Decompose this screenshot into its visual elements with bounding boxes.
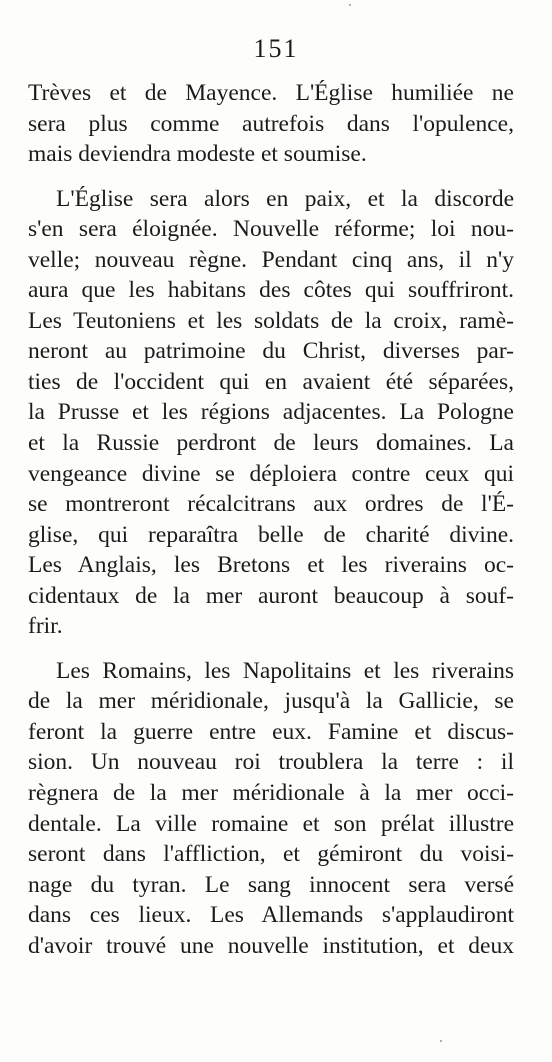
text-line: sera plus comme autrefois dans l'opulence, xyxy=(28,110,514,137)
page-number: 151 xyxy=(253,34,299,63)
text-line: vengeance divine se déploiera contre ceux qui xyxy=(28,460,514,487)
paper-speck xyxy=(440,1040,442,1042)
text-line: Les Anglais, les Bretons et les riverains oc- xyxy=(28,552,514,579)
text-line: se montreront récalcitrans aux ordres de l'É- xyxy=(28,491,514,518)
text-line: feront la guerre entre eux. Famine et discus- xyxy=(28,718,514,745)
text-line: et la Russie perdront de leurs domaines. La xyxy=(28,430,514,457)
text-line: dentale. La ville romaine et son prélat illustre xyxy=(28,810,514,837)
text-line: mais deviendra modeste et soumise. xyxy=(28,141,367,168)
paragraph xyxy=(28,656,514,961)
paper-speck xyxy=(349,4,351,6)
text-line: s'en sera éloignée. Nouvelle réforme; loi nou- xyxy=(28,216,514,243)
text-line: aura que les habitans des côtes qui souffriront. xyxy=(28,277,514,304)
paragraph xyxy=(28,78,514,170)
text-line: L'Église sera alors en paix, et la discorde xyxy=(56,185,514,212)
text-line: seront dans l'affliction, et gémiront du voisi- xyxy=(28,841,514,868)
text-line: cidentaux de la mer auront beaucoup à souf- xyxy=(28,582,514,609)
paragraph xyxy=(28,184,514,642)
text-line: dans ces lieux. Les Allemands s'applaudiront xyxy=(28,902,514,929)
text-line: neront au patrimoine du Christ, diverses par- xyxy=(28,338,514,365)
text-line: Les Teutoniens et les soldats de la croix, ramè- xyxy=(28,307,514,334)
text-line: sion. Un nouveau roi troublera la terre : il xyxy=(28,749,514,776)
text-line: nage du tyran. Le sang innocent sera versé xyxy=(28,871,514,898)
text-line: règnera de la mer méridionale à la mer occi- xyxy=(28,780,514,807)
text-line: velle; nouveau règne. Pendant cinq ans, il n'y xyxy=(28,246,514,273)
text-line: Les Romains, les Napolitains et les riverains xyxy=(56,657,514,684)
text-line: ties de l'occident qui en avaient été séparées, xyxy=(28,368,514,395)
text-line: glise, qui reparaîtra belle de charité divine. xyxy=(28,521,514,548)
text-line: la Prusse et les régions adjacentes. La Pologne xyxy=(28,399,514,426)
text-line: frir. xyxy=(28,613,63,640)
text-line: Trèves et de Mayence. L'Église humiliée ne xyxy=(28,80,514,106)
text-line: de la mer méridionale, jusqu'à la Gallicie, se xyxy=(28,688,514,715)
body-text xyxy=(28,78,514,961)
text-line: d'avoir trouvé une nouvelle institution, et deux xyxy=(28,932,514,959)
